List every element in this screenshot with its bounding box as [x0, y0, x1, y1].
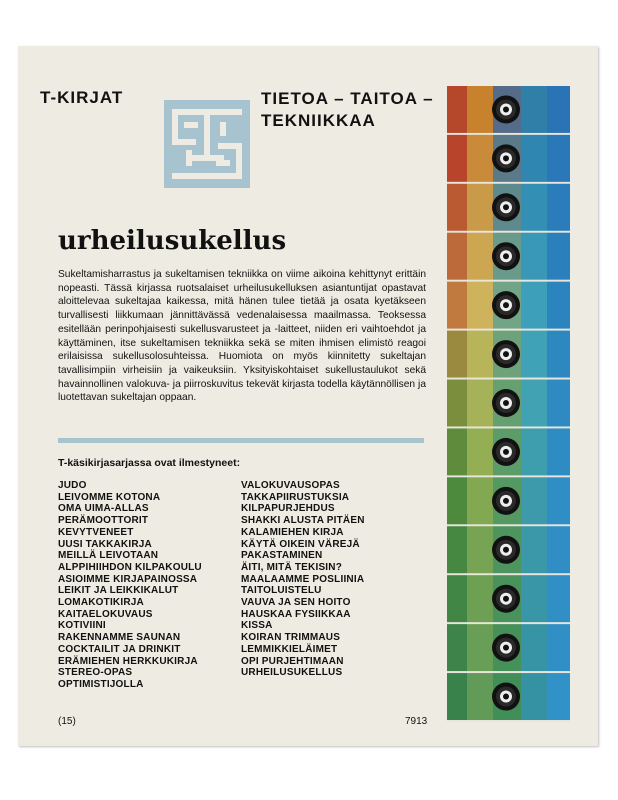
swatch-separator — [447, 133, 570, 135]
book-list-item: KEVYTVENEET — [58, 526, 134, 538]
color-swatch — [521, 575, 547, 624]
film-reel-icon — [492, 95, 520, 123]
color-swatch — [467, 233, 493, 282]
series-list-heading: T-käsikirjasarjassa ovat ilmestyneet: — [58, 457, 241, 469]
color-film-strip — [447, 86, 570, 722]
color-swatch — [521, 282, 547, 331]
book-list-item: COCKTAILIT JA DRINKIT — [58, 643, 181, 655]
book-list-item: UUSI TAKKAKIRJA — [58, 538, 152, 550]
color-swatch — [547, 575, 570, 624]
color-swatch — [467, 86, 493, 135]
film-reel-icon — [492, 487, 520, 515]
color-swatch — [447, 184, 467, 233]
product-code: 7913 — [405, 716, 428, 727]
book-list-item: PAKASTAMINEN — [241, 550, 323, 562]
series-number: (15) — [58, 716, 76, 727]
book-list-item: LOMAKOTIKIRJA — [58, 597, 144, 609]
color-swatch — [447, 380, 467, 429]
color-swatch — [447, 135, 467, 184]
color-swatch — [467, 428, 493, 477]
color-swatch — [547, 673, 570, 722]
color-swatch — [547, 477, 570, 526]
color-swatch — [547, 624, 570, 673]
color-swatch — [547, 526, 570, 575]
book-list-item: RAKENNAMME SAUNAN — [58, 632, 181, 644]
book-list-item: OMA UIMA-ALLAS — [58, 503, 149, 515]
book-list-item: OPI PURJEHTIMAAN — [241, 655, 344, 667]
film-reel-icon — [492, 536, 520, 564]
swatch-separator — [447, 329, 570, 331]
book-list-item: VALOKUVAUSOPAS — [241, 480, 340, 491]
color-swatch — [547, 184, 570, 233]
color-swatch — [521, 86, 547, 135]
color-swatch — [521, 526, 547, 575]
film-reel-icon — [492, 291, 520, 319]
color-swatch — [467, 575, 493, 624]
color-swatch — [521, 233, 547, 282]
color-swatch — [521, 380, 547, 429]
tagline-line-2: TEKNIIKKAA — [261, 111, 376, 130]
book-list-item: KOIRAN TRIMMAUS — [241, 632, 341, 644]
color-swatch — [547, 380, 570, 429]
color-swatch — [521, 428, 547, 477]
book-list-left — [58, 480, 202, 691]
book-list-item: TAITOLUISTELU — [241, 585, 322, 597]
color-swatch — [521, 477, 547, 526]
book-list-item: STEREO-OPAS — [58, 667, 133, 679]
book-list-item: SHAKKI ALUSTA PITÄEN — [241, 515, 365, 527]
book-list-item: ERÄMIEHEN HERKKUKIRJA — [58, 655, 198, 667]
book-list-item: ÄITI, MITÄ TEKISIN? — [241, 561, 343, 573]
color-swatch — [467, 673, 493, 722]
film-reel-icon — [492, 193, 520, 221]
color-swatch — [447, 86, 467, 135]
swatch-separator — [447, 671, 570, 673]
book-list-item: KOTIVIINI — [58, 620, 106, 632]
swatch-separator — [447, 622, 570, 624]
color-swatch — [447, 331, 467, 380]
film-reel-icon — [492, 438, 520, 466]
color-swatch — [547, 282, 570, 331]
film-reel-icon — [492, 144, 520, 172]
book-list-item: LEMMIKKIELÄIMET — [241, 643, 338, 655]
color-swatch — [467, 135, 493, 184]
color-swatch — [521, 624, 547, 673]
book-list-item: MAALAAMME POSLIINIA — [241, 573, 365, 585]
series-label: T-KIRJAT — [40, 88, 124, 107]
swatch-separator — [447, 426, 570, 428]
swatch-separator — [447, 573, 570, 575]
color-swatch — [447, 673, 467, 722]
color-swatch — [547, 331, 570, 380]
film-reel-icon — [492, 683, 520, 711]
book-list-item: PERÄMOOTTORIT — [58, 515, 149, 527]
book-list-item: URHEILUSUKELLUS — [241, 667, 343, 679]
color-swatch — [467, 282, 493, 331]
swatch-separator — [447, 182, 570, 184]
color-swatch — [521, 184, 547, 233]
color-swatch — [447, 233, 467, 282]
book-list-item: KALAMIEHEN KIRJA — [241, 526, 344, 538]
color-swatch — [467, 331, 493, 380]
color-swatch — [447, 575, 467, 624]
book-list-item: LEIVOMME KOTONA — [58, 491, 161, 503]
book-list-item: KILPAPURJEHDUS — [241, 503, 335, 515]
color-swatch — [521, 673, 547, 722]
color-swatch — [447, 477, 467, 526]
color-swatch — [447, 624, 467, 673]
book-list-item: TAKKAPIIRUSTUKSIA — [241, 491, 350, 503]
book-list-item: OPTIMISTIJOLLA — [58, 678, 144, 690]
t-kirjat-logo — [164, 100, 250, 188]
book-list-item: KAITAELOKUVAUS — [58, 608, 153, 620]
color-swatch — [547, 428, 570, 477]
color-swatch — [447, 428, 467, 477]
color-swatch — [467, 624, 493, 673]
color-swatch — [467, 477, 493, 526]
book-list-item: HAUSKAA FYSIIKKAA — [241, 608, 351, 620]
tagline — [261, 88, 434, 132]
book-list-item: VAUVA JA SEN HOITO — [241, 597, 351, 609]
book-description: Sukeltamisharrastus ja sukeltamisen tekniikka on viime aikoina kehittynyt erittäin nopeasti. Tässä kirjassa ruotsalaiset urheilusukelluksen asiantuntijat opastavat aloittelevaa sukeltajaa kaikessa, mitä hänen tulee tietää ja osata kyetäkseen turvallisesti liikkumaan jännittävässä vedenalaisessa maailmassa. Teoksessa esitellään perinpohjaisesti sukellusvarusteet ja -laitteet, niiden eri vaihtoehdot ja käyttäminen, itse sukeltamisen tekniikka sekä se miten ihmisen elimistö reagoi erilaisissa sukellusolosuhteissa. Huomiota on myös kiinnitetty sukeltajan tavallisimpiin virheisiin ja vaikeuksiin. Yksityiskohtaiset sukellustaulukot sekä havainnollinen valokuva- ja piirroskuvitus tekevät kirjasta todella käytännöllisen ja luotettavan sukeltajan oppaan. — [58, 269, 426, 404]
book-title: urheilusukellus — [58, 226, 287, 256]
book-list-right — [241, 480, 365, 679]
book-list-item: LEIKIT JA LEIKKIKALUT — [58, 585, 179, 597]
book-list-item: KÄYTÄ OIKEIN VÄREJÄ — [241, 538, 360, 550]
book-list-item: ASIOIMME KIRJAPAINOSSA — [58, 573, 198, 585]
book-list-item: ALPPIHIIHDON KILPAKOULU — [58, 561, 202, 573]
swatch-separator — [447, 524, 570, 526]
tagline-line-1: TIETOA – TAITOA – — [261, 89, 434, 108]
film-reel-icon — [492, 389, 520, 417]
color-swatch — [547, 86, 570, 135]
color-swatch — [467, 380, 493, 429]
film-reel-icon — [492, 634, 520, 662]
film-reel-icon — [492, 242, 520, 270]
film-reel-icon — [492, 340, 520, 368]
color-swatch — [447, 526, 467, 575]
book-list-item: JUDO — [58, 480, 87, 491]
swatch-separator — [447, 280, 570, 282]
color-swatch — [521, 135, 547, 184]
swatch-separator — [447, 475, 570, 477]
color-swatch — [547, 135, 570, 184]
book-list-item: KISSA — [241, 620, 273, 632]
color-swatch — [467, 184, 493, 233]
book-list-item: MEILLÄ LEIVOTAAN — [58, 550, 159, 562]
color-swatch — [547, 233, 570, 282]
color-swatch — [447, 282, 467, 331]
film-reel-icon — [492, 585, 520, 613]
divider-rule — [58, 438, 424, 443]
swatch-separator — [447, 231, 570, 233]
color-swatch — [467, 526, 493, 575]
swatch-separator — [447, 378, 570, 380]
color-swatch — [521, 331, 547, 380]
swatch-separator — [447, 720, 570, 722]
